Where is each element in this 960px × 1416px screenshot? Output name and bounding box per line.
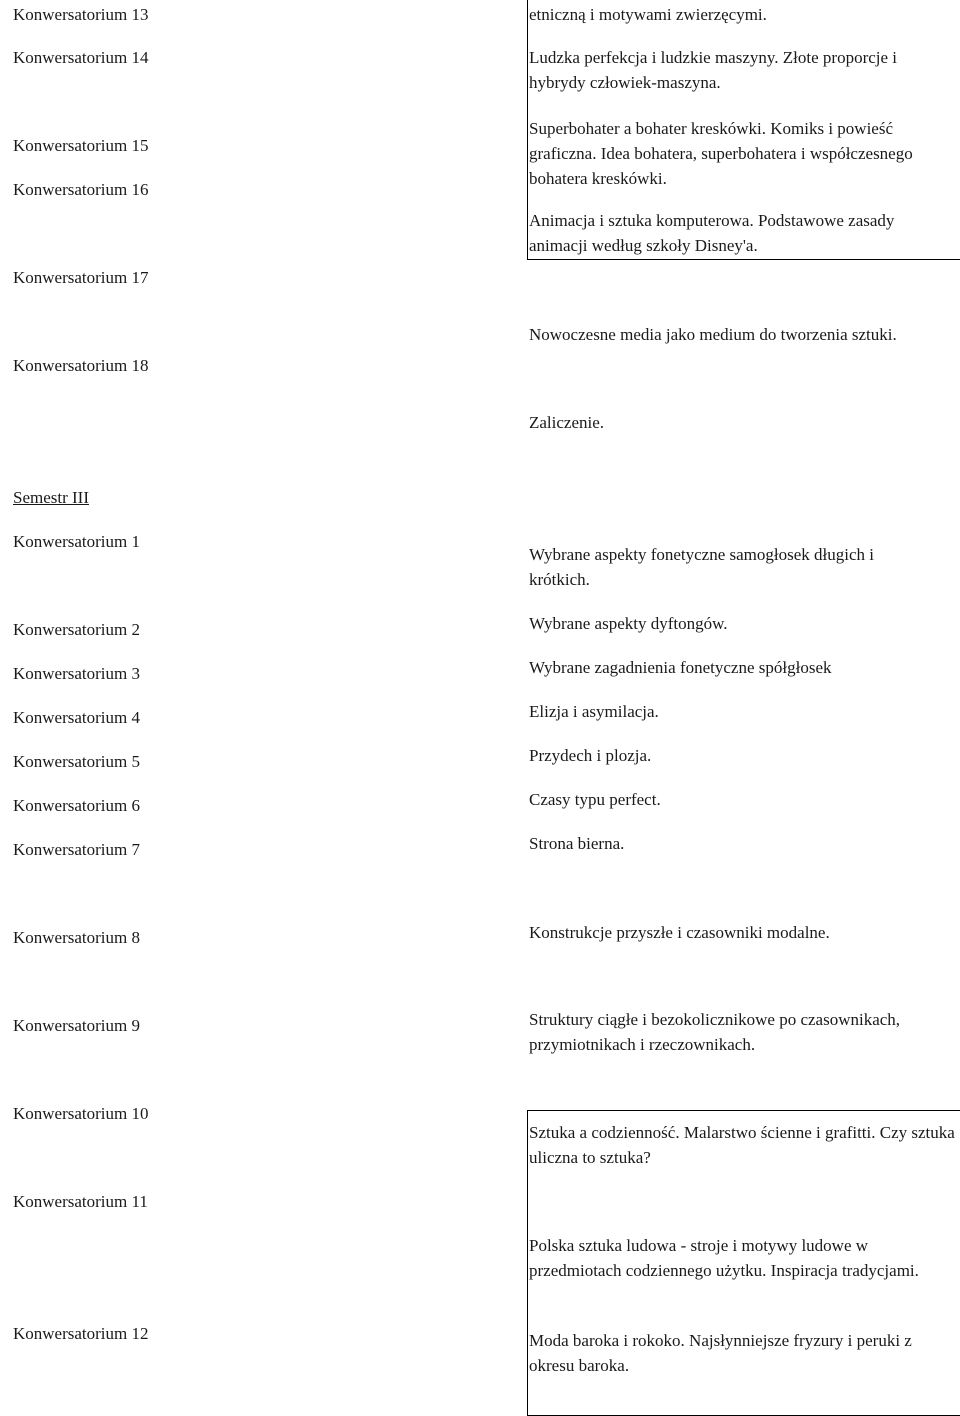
sem-left-9: Konwersatorium 9 — [13, 1016, 141, 1035]
top-left-1: Konwersatorium 13 — [13, 5, 149, 24]
top-left-3: Konwersatorium 15 — [13, 136, 149, 155]
sem-right-6: Czasy typu perfect. — [529, 790, 661, 809]
sem-left-7: Konwersatorium 7 — [13, 840, 141, 859]
sem-right-3: Wybrane zagadnienia fonetyczne spółgłosek — [529, 658, 832, 677]
top-left-2: Konwersatorium 14 — [13, 48, 149, 67]
sem-right-1: Wybrane aspekty fonetyczne samogłosek długich i krótkich. — [529, 545, 875, 589]
sem-right-5: Przydech i plozja. — [529, 746, 652, 765]
top-left-6: Konwersatorium 18 — [13, 356, 149, 375]
sem-left-11: Konwersatorium 11 — [13, 1192, 148, 1211]
top-right-2: Ludzka perfekcja i ludzkie maszyny. Złote proporcje i hybrydy człowiek-maszyna. — [529, 48, 898, 92]
sem-left-10: Konwersatorium 10 — [13, 1104, 149, 1123]
sem-right-9: Struktury ciągłe i bezokolicznikowe po czasownikach, przymiotnikach i rzeczownikach. — [529, 1010, 901, 1054]
top-right-4: Animacja i sztuka komputerowa. Podstawowe zasady animacji według szkoły Disney'a. — [529, 211, 895, 255]
sem-left-4: Konwersatorium 4 — [13, 708, 141, 727]
top-right-1: etniczną i motywami zwierzęcymi. — [529, 5, 767, 24]
sem-right-7: Strona bierna. — [529, 834, 625, 853]
sem-right-11: Polska sztuka ludowa - stroje i motywy ludowe w przedmiotach codziennego użytku. Inspiracja tradycjami. — [529, 1236, 919, 1280]
sem-right-12: Moda baroka i rokoko. Najsłynniejsze fryzury i peruki z okresu baroka. — [529, 1331, 912, 1375]
sem-right-4: Elizja i asymilacja. — [529, 702, 659, 721]
sem-left-2: Konwersatorium 2 — [13, 620, 141, 639]
sem-right-2: Wybrane aspekty dyftongów. — [529, 614, 728, 633]
sem-left-1: Konwersatorium 1 — [13, 532, 141, 551]
top-right-3: Superbohater a bohater kreskówki. Komiks i powieść graficzna. Idea bohatera, superbohatera i współczesnego bohatera kreskówki. — [529, 119, 913, 188]
top-right-5: Nowoczesne media jako medium do tworzenia sztuki. — [529, 325, 897, 344]
sem-left-6: Konwersatorium 6 — [13, 796, 141, 815]
top-left-5: Konwersatorium 17 — [13, 268, 149, 287]
top-left-4: Konwersatorium 16 — [13, 180, 149, 199]
sem-left-5: Konwersatorium 5 — [13, 752, 141, 771]
sem-right-10: Sztuka a codzienność. Malarstwo ścienne i grafitti. Czy sztuka uliczna to sztuka? — [529, 1123, 955, 1167]
sem-left-8: Konwersatorium 8 — [13, 928, 141, 947]
sem-right-8: Konstrukcje przyszłe i czasowniki modalne. — [529, 923, 830, 942]
sem-left-3: Konwersatorium 3 — [13, 664, 141, 683]
semester-heading: Semestr III — [13, 488, 90, 507]
sem-left-12: Konwersatorium 12 — [13, 1324, 149, 1343]
top-right-6: Zaliczenie. — [529, 413, 605, 432]
